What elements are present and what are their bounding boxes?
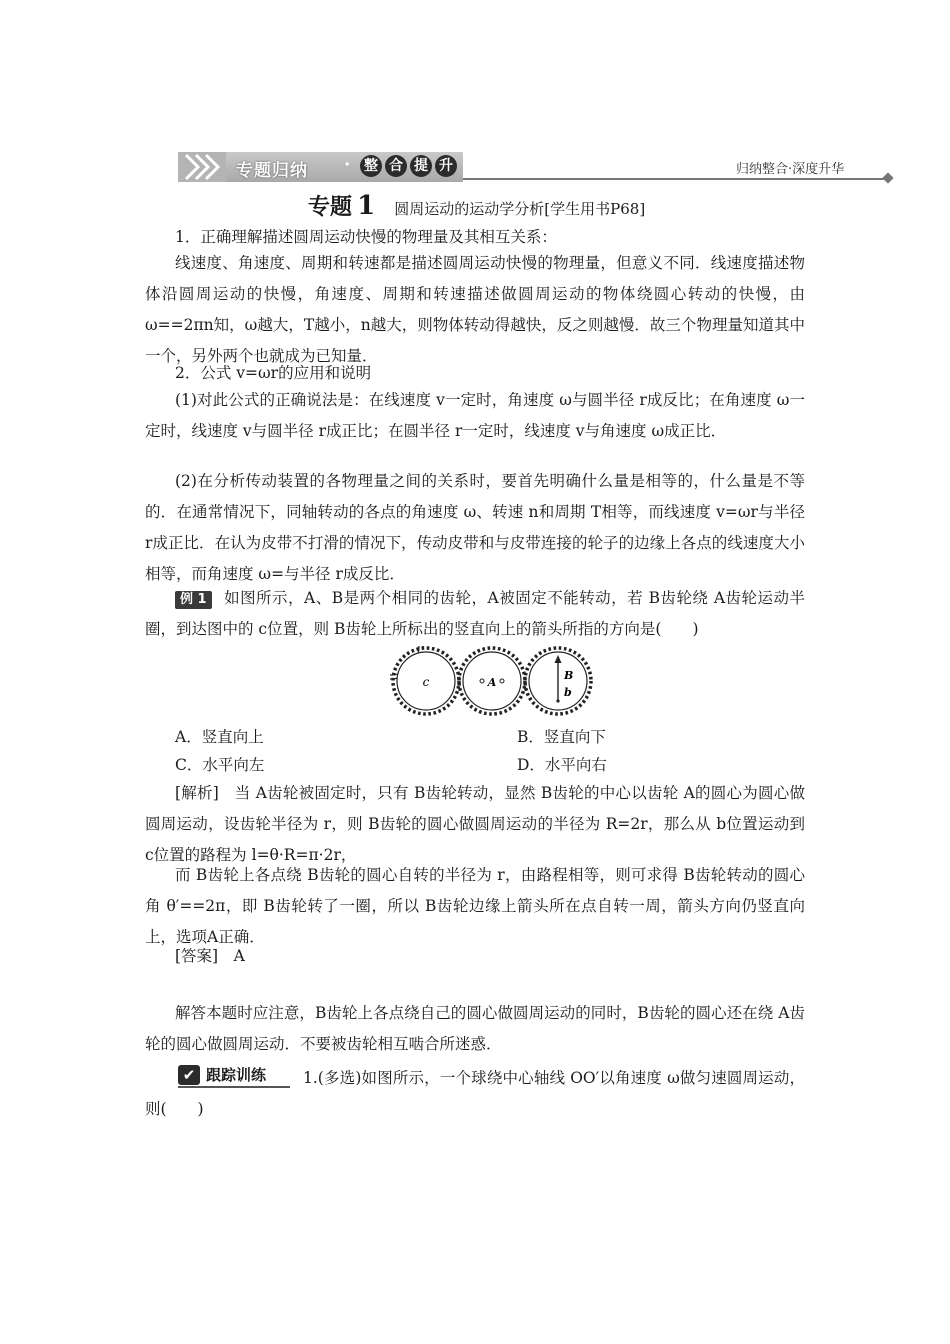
note: 解答本题时应注意，B齿轮上各点绕自己的圆心做圆周运动的同时，B齿轮的圆心还在绕 A齿轮的圆心做圆周运动．不要被齿轮相互啮合所迷惑． xyxy=(145,1004,805,1053)
gear-b xyxy=(525,648,591,714)
banner-char: 升 xyxy=(435,155,457,177)
example-question xyxy=(145,583,805,645)
gear-label-b-position: b xyxy=(564,686,572,699)
diamond-icon xyxy=(882,172,893,183)
header-subtitle: 归纳整合·深度升华 xyxy=(736,162,845,177)
section-banner xyxy=(178,152,463,182)
gear-label-c: c xyxy=(422,675,430,689)
paragraph: (2)在分析传动装置的各物理量之间的关系时，要首先明确什么量是相等的，什么量是不等的．在通常情况下，同轴转动的各点的角速度 ω、转速 n和周期 T相等，而线速度 v=ωr与半径 r成正比．在认为皮带不打滑的情况下，传动皮带和与皮带连接的轮子的边缘上各点的线速度大小相等，而角速度 ω=与半径 r成反比． xyxy=(145,472,805,583)
topic-heading xyxy=(308,190,645,221)
tracking-question: 1.(多选)如图所示，一个球绕中心轴线 OO′以角速度 ω做匀速圆周运动，则( ) xyxy=(145,1069,805,1118)
banner-highlight xyxy=(360,155,457,177)
tracking-label: 跟踪训练 xyxy=(206,1066,267,1084)
paragraph: 2．公式 v=ωr的应用和说明 xyxy=(175,364,372,382)
example-badge: 例 1 xyxy=(175,591,212,609)
paragraph: 线速度、角速度、周期和转速都是描述圆周运动快慢的物理量，但意义不同．线速度描述物体沿圆周运动的快慢，角速度、周期和转速描述做圆周运动的物体绕圆心转动的快慢，由 ω==2πn知，ω越大，T越小，n越大，则物体转动得越快，反之则越慢．故三个物理量知道其中一个，另外两个也就成为已知量． xyxy=(145,254,805,365)
banner-char: 整 xyxy=(360,155,382,177)
example-question-text: 如图所示，A、B是两个相同的齿轮，A被固定不能转动，若 B齿轮绕 A齿轮运动半圈，到达图中的 c位置，则 B齿轮上所标出的竖直向上的箭头所指的方向是( ) xyxy=(145,589,805,638)
topic-label: 专题 xyxy=(308,195,353,220)
banner-title: 专题归纳 xyxy=(236,161,308,181)
gear-label-a: A xyxy=(487,676,497,689)
answer: [答案] A xyxy=(175,947,245,965)
banner-char: 合 xyxy=(385,155,407,177)
banner-char: 提 xyxy=(410,155,432,177)
chevron-right-icon xyxy=(178,152,226,182)
option-a: A．竖直向上 xyxy=(175,728,264,746)
topic-number: 1 xyxy=(357,191,376,221)
banner-separator: · xyxy=(344,154,351,175)
paragraph: (1)对此公式的正确说法是：在线速度 v一定时，角速度 ω与圆半径 r成反比；在角速度 ω一定时，线速度 v与圆半径 r成正比；在圆半径 r一定时，线速度 v与角速度 ω成正比． xyxy=(145,391,805,440)
topic-title: 圆周运动的运动学分析[学生用书P68] xyxy=(394,200,646,218)
option-b: B．竖直向下 xyxy=(517,728,606,746)
header-rule xyxy=(463,178,888,180)
analysis: [解析] 当 A齿轮被固定时，只有 B齿轮转动，显然 B齿轮的中心以齿轮 A的圆心为圆心做圆周运动，设齿轮半径为 r，则 B齿轮的圆心做圆周运动的半径为 R=2r，那么从 b位置运动到 c位置的路程为 l=θ·R=π·2r， xyxy=(145,784,805,864)
gear-label-b: B xyxy=(564,669,574,682)
paragraph: 1．正确理解描述圆周运动快慢的物理量及其相互关系： xyxy=(175,228,557,246)
gears-figure xyxy=(390,646,595,716)
option-d: D．水平向右 xyxy=(517,756,607,774)
analysis: 而 B齿轮上各点绕 B齿轮的圆心自转的半径为 r，由路程相等，则可求得 B齿轮转动的圆心角 θ′==2π，即 B齿轮转了一圈，所以 B齿轮边缘上箭头所在点自转一周，箭头方向仍竖直向上，选项A正确． xyxy=(145,866,805,946)
checkmark-icon: ✔ xyxy=(178,1065,200,1085)
option-c: C．水平向左 xyxy=(175,756,265,774)
